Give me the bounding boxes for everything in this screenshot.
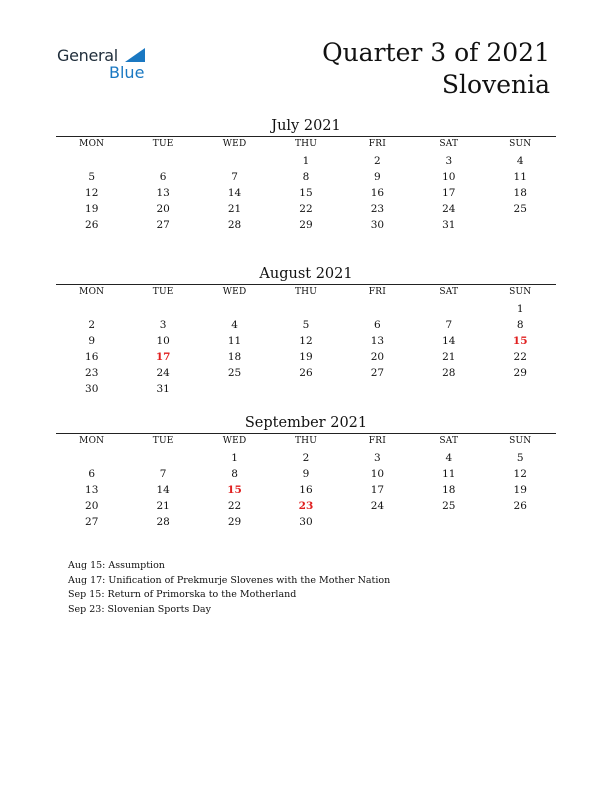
day-cell: 4 <box>445 452 453 464</box>
day-cell: 10 <box>370 468 385 480</box>
day-cell: 26 <box>85 219 99 231</box>
day-cell: 22 <box>227 500 242 512</box>
page-title: Quarter 3 of 2021 <box>322 38 550 67</box>
weekday-label: THU <box>294 436 317 446</box>
month-calendar <box>56 116 556 233</box>
day-cell: 24 <box>442 203 456 215</box>
day-cell: 14 <box>156 484 170 496</box>
holiday-note: Aug 15: Assumption <box>68 560 165 571</box>
week-row <box>56 185 556 201</box>
day-cell: 20 <box>156 203 170 215</box>
empty-day-cell <box>342 301 413 317</box>
day-cell: 26 <box>513 500 527 512</box>
day-cell: 28 <box>227 219 242 231</box>
holiday-day-cell: 17 <box>155 351 171 363</box>
day-cell: 13 <box>156 187 170 199</box>
month-calendar <box>56 264 556 397</box>
week-row <box>56 498 556 514</box>
day-cell: 14 <box>442 335 456 347</box>
weekday-label: SUN <box>509 139 532 149</box>
day-cell: 18 <box>442 484 456 496</box>
day-cell: 30 <box>299 516 313 528</box>
weekday-header-row <box>56 434 556 448</box>
logo-text-blue: Blue <box>109 63 145 82</box>
month-title: July 2021 <box>271 118 341 134</box>
day-cell: 8 <box>302 171 310 183</box>
day-cell: 12 <box>85 187 99 199</box>
empty-day-cell <box>270 381 341 397</box>
weekday-label: MON <box>79 436 105 446</box>
weekday-label: SUN <box>509 287 532 297</box>
holiday-notes <box>68 559 390 617</box>
day-cell: 5 <box>302 319 310 331</box>
day-cell: 7 <box>159 468 167 480</box>
day-cell: 5 <box>516 452 524 464</box>
weekday-label: FRI <box>368 287 386 297</box>
logo <box>57 44 157 84</box>
weekday-header-row <box>56 285 556 299</box>
holiday-note: Aug 17: Unification of Prekmurje Slovenes with the Mother Nation <box>68 574 391 586</box>
day-cell: 21 <box>156 500 170 512</box>
day-cell: 28 <box>442 367 456 379</box>
day-cell: 1 <box>516 303 524 315</box>
day-cell: 21 <box>442 351 456 363</box>
weekday-label: WED <box>222 287 247 297</box>
day-cell: 29 <box>513 367 527 379</box>
empty-day-cell <box>413 381 484 397</box>
empty-day-cell <box>127 301 198 317</box>
day-cell: 25 <box>227 367 242 379</box>
day-cell: 5 <box>88 171 96 183</box>
day-cell: 10 <box>442 171 456 183</box>
day-cell: 20 <box>85 500 99 512</box>
weekday-label: TUE <box>152 287 174 297</box>
week-row <box>56 201 556 217</box>
day-cell: 13 <box>85 484 99 496</box>
weekday-header-row <box>56 137 556 151</box>
month-title: September 2021 <box>244 415 368 431</box>
day-cell: 9 <box>302 468 310 480</box>
day-cell: 18 <box>513 187 527 199</box>
week-row <box>56 349 556 365</box>
day-cell: 12 <box>299 335 313 347</box>
empty-day-cell <box>342 381 413 397</box>
logo-triangle-icon <box>125 48 145 62</box>
empty-day-cell <box>199 301 270 317</box>
week-row <box>56 482 556 498</box>
day-cell: 11 <box>513 171 527 183</box>
empty-day-cell <box>485 381 556 397</box>
holiday-day-cell: 15 <box>227 484 242 496</box>
day-cell: 1 <box>231 452 238 464</box>
day-cell: 24 <box>156 367 170 379</box>
week-row <box>56 381 556 397</box>
day-cell: 27 <box>370 367 385 379</box>
logo-text-general: General <box>57 46 118 65</box>
weekday-label: SAT <box>439 436 459 446</box>
day-cell: 27 <box>156 219 170 231</box>
day-cell: 25 <box>513 203 527 215</box>
empty-day-cell <box>270 301 341 317</box>
day-cell: 28 <box>156 516 170 528</box>
weekday-label: FRI <box>368 436 386 446</box>
week-row <box>56 153 556 169</box>
empty-day-cell <box>413 301 484 317</box>
day-cell: 22 <box>513 351 527 363</box>
weekday-label: THU <box>294 139 317 149</box>
weekday-label: THU <box>294 287 317 297</box>
week-row <box>56 317 556 333</box>
weekday-label: WED <box>222 436 247 446</box>
month-calendar <box>56 413 556 530</box>
day-cell: 9 <box>374 171 381 183</box>
day-cell: 14 <box>227 187 242 199</box>
day-cell: 29 <box>227 516 242 528</box>
day-cell: 2 <box>88 319 96 331</box>
day-cell: 10 <box>156 335 170 347</box>
day-cell: 6 <box>374 319 381 331</box>
day-cell: 31 <box>156 383 170 395</box>
empty-day-cell <box>127 450 198 466</box>
holiday-day-cell: 23 <box>298 500 314 512</box>
day-cell: 2 <box>374 155 381 167</box>
weekday-label: WED <box>222 139 247 149</box>
empty-day-cell <box>199 381 270 397</box>
week-row <box>56 365 556 381</box>
weekday-label: TUE <box>152 139 174 149</box>
empty-day-cell <box>56 450 127 466</box>
day-cell: 22 <box>299 203 313 215</box>
day-cell: 3 <box>374 452 381 464</box>
day-cell: 17 <box>370 484 385 496</box>
day-cell: 3 <box>445 155 453 167</box>
day-cell: 16 <box>85 351 99 363</box>
weekday-label: TUE <box>152 436 174 446</box>
empty-day-cell <box>485 514 556 530</box>
day-cell: 13 <box>370 335 385 347</box>
day-cell: 30 <box>370 219 385 231</box>
day-cell: 27 <box>85 516 99 528</box>
day-cell: 9 <box>88 335 96 347</box>
day-cell: 24 <box>370 500 385 512</box>
empty-day-cell <box>127 153 198 169</box>
day-cell: 16 <box>370 187 385 199</box>
day-cell: 21 <box>227 203 242 215</box>
holiday-day-cell: 15 <box>512 335 528 347</box>
day-cell: 7 <box>231 171 238 183</box>
week-row <box>56 217 556 233</box>
weekday-label: SAT <box>439 139 459 149</box>
day-cell: 8 <box>516 319 524 331</box>
empty-day-cell <box>413 514 484 530</box>
empty-day-cell <box>199 153 270 169</box>
weekday-label: FRI <box>368 139 386 149</box>
week-row <box>56 169 556 185</box>
day-cell: 19 <box>513 484 527 496</box>
day-cell: 15 <box>299 187 313 199</box>
holiday-note: Sep 23: Slovenian Sports Day <box>68 603 211 615</box>
day-cell: 11 <box>442 468 456 480</box>
empty-day-cell <box>342 514 413 530</box>
week-row <box>56 333 556 349</box>
weekday-label: MON <box>79 139 105 149</box>
day-cell: 25 <box>442 500 456 512</box>
week-row <box>56 450 556 466</box>
day-cell: 23 <box>85 367 99 379</box>
day-cell: 7 <box>445 319 453 331</box>
day-cell: 2 <box>302 452 310 464</box>
day-cell: 4 <box>516 155 524 167</box>
week-row <box>56 466 556 482</box>
empty-day-cell <box>485 217 556 233</box>
day-cell: 12 <box>513 468 527 480</box>
day-cell: 4 <box>231 319 238 331</box>
holiday-note: Sep 15: Return of Primorska to the Motherland <box>68 589 297 600</box>
country-name: Slovenia <box>441 70 550 99</box>
day-cell: 20 <box>370 351 385 363</box>
day-cell: 3 <box>159 319 167 331</box>
day-cell: 31 <box>442 219 456 231</box>
day-cell: 11 <box>227 335 242 347</box>
day-cell: 30 <box>85 383 99 395</box>
day-cell: 17 <box>442 187 456 199</box>
day-cell: 19 <box>85 203 99 215</box>
day-cell: 23 <box>370 203 385 215</box>
month-title: August 2021 <box>259 266 353 282</box>
empty-day-cell <box>56 301 127 317</box>
empty-day-cell <box>56 153 127 169</box>
day-cell: 6 <box>88 468 96 480</box>
day-cell: 1 <box>302 155 310 167</box>
day-cell: 26 <box>299 367 313 379</box>
week-row <box>56 301 556 317</box>
day-cell: 18 <box>227 351 242 363</box>
weekday-label: MON <box>79 287 105 297</box>
day-cell: 16 <box>299 484 313 496</box>
day-cell: 29 <box>299 219 313 231</box>
weekday-label: SUN <box>509 436 532 446</box>
day-cell: 19 <box>299 351 313 363</box>
weekday-label: SAT <box>439 287 459 297</box>
day-cell: 6 <box>159 171 167 183</box>
day-cell: 8 <box>231 468 238 480</box>
week-row <box>56 514 556 530</box>
